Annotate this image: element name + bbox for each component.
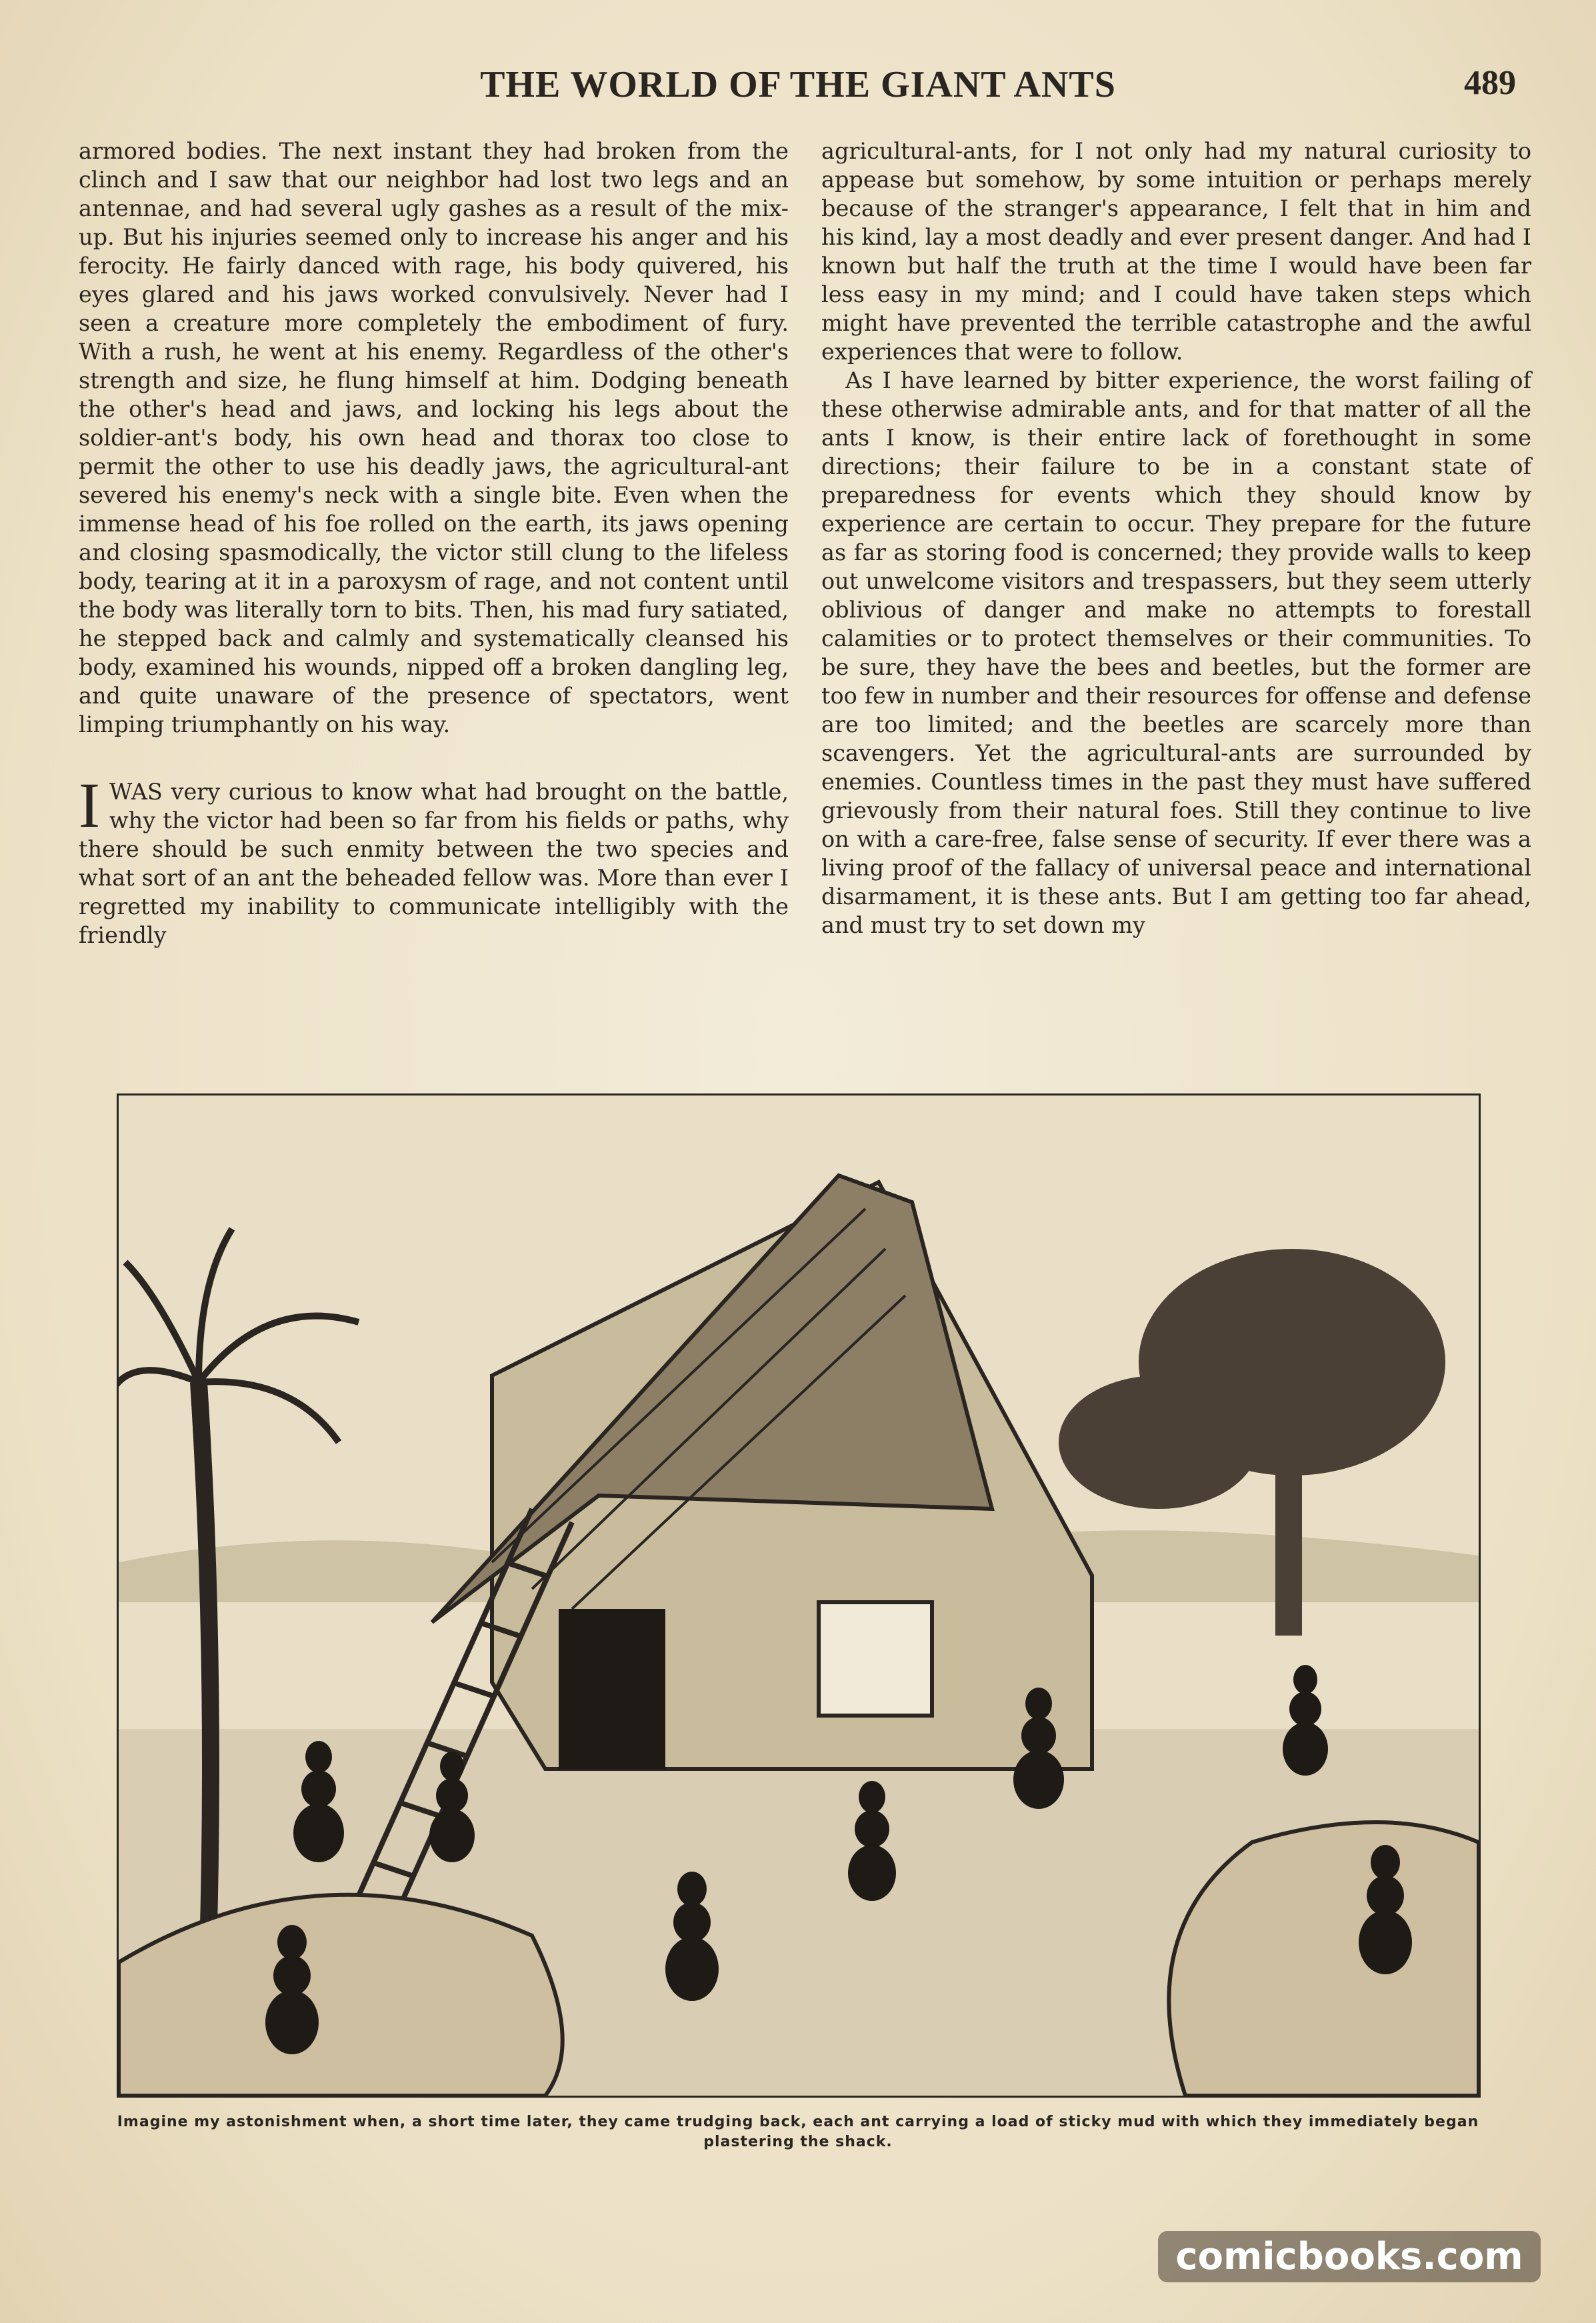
illustration-drawing [119,1095,1479,2096]
left-paragraph-2: IWAS very curious to know what had brought on the battle, why the victor had been so far from his fields or paths, why there should be such enmity between the two species and what sort of an ant the beheaded fellow was. More than ever I regretted my inability to communicate intelligibly with the friendly [79,769,789,948]
page-number: 489 [1464,64,1516,102]
right-column [821,137,1531,939]
left-column [79,137,789,949]
right-paragraph-2: As I have learned by bitter experience, the worst failing of these otherwise admirable ants, and for that matter of all the ants I know, is their entire lack of forethought in some directions; their failure to be in a constant state of preparedness for events which they should know by experience are certain to occur. They prepare for the future as far as storing food is concerned; they provide walls to keep out unwelcome visitors and trespassers, but they seem utterly oblivious of danger and make no attempts to forestall calamities or to protect themselves or their communities. To be sure, they have the bees and beetles, but the former are too few in number and their resources for offense and defense are too limited; and the beetles are scarcely more than scavengers. Yet the agricultural-ants are surrounded by enemies. Countless times in the past they must have suffered grievously from their natural foes. Still they continue to live on with a care-free, false sense of security. If ever there was a living proof of the fallacy of universal peace and international disarmament, it is these ants. But I am getting too far ahead, and must try to set down my [821,367,1531,938]
watermark [1149,2216,1549,2296]
left-paragraph-1: armored bodies. The next instant they had broken from the clinch and I saw that our neighbor had lost two legs and an antennae, and had several ugly gashes as a result of the mix-up. But his injuries seemed only to increase his anger and his ferocity. He fairly danced with rage, his body quivered, his eyes glared and his jaws worked convulsively. Never had I seen a creature more completely the embodiment of fury. With a rush, he went at his enemy. Regardless of the other's strength and size, he flung himself at him. Dodging beneath the other's head and jaws, and locking his legs about the soldier-ant's body, his own head and thorax too close to permit the other to use his deadly jaws, the agricultural-ant severed his enemy's neck with a single bite. Even when the immense head of his foe rolled on the earth, its jaws opening and closing spasmodically, the victor still clung to the lifeless body, tearing at it in a paroxysm of rage, and not content until the body was literally torn to bits. Then, his mad fury satiated, he stepped back and calmly and systematically cleansed his body, examined his wounds, nipped off a broken dangling leg, and quite unaware of the presence of spectators, went limping triumphantly on his way. [79,138,789,737]
section-break [79,739,789,777]
watermark-text: comicbooks.com [1158,2231,1540,2282]
running-title: THE WORLD OF THE GIANT ANTS [480,64,1116,105]
right-paragraph-1: agricultural-ants, for I not only had my natural curiosity to appease but somehow, by some intuition or perhaps merely because of the stranger's appearance, I felt that in him and his kind, lay a most deadly and ever present danger. And had I known but half the truth at the time I would have been far less easy in my mind; and I could have taken steps which might have prevented the terrible catastrophe and the awful experiences that were to follow. [821,138,1531,365]
illustration-caption: Imagine my astonishment when, a short time later, they came trudging back, each ant carrying a load of sticky mud with which they immediately began plastering the shack. [117,2114,1479,2150]
page-header [73,63,1523,110]
illustration-ants-building-hut [117,1093,1481,2098]
